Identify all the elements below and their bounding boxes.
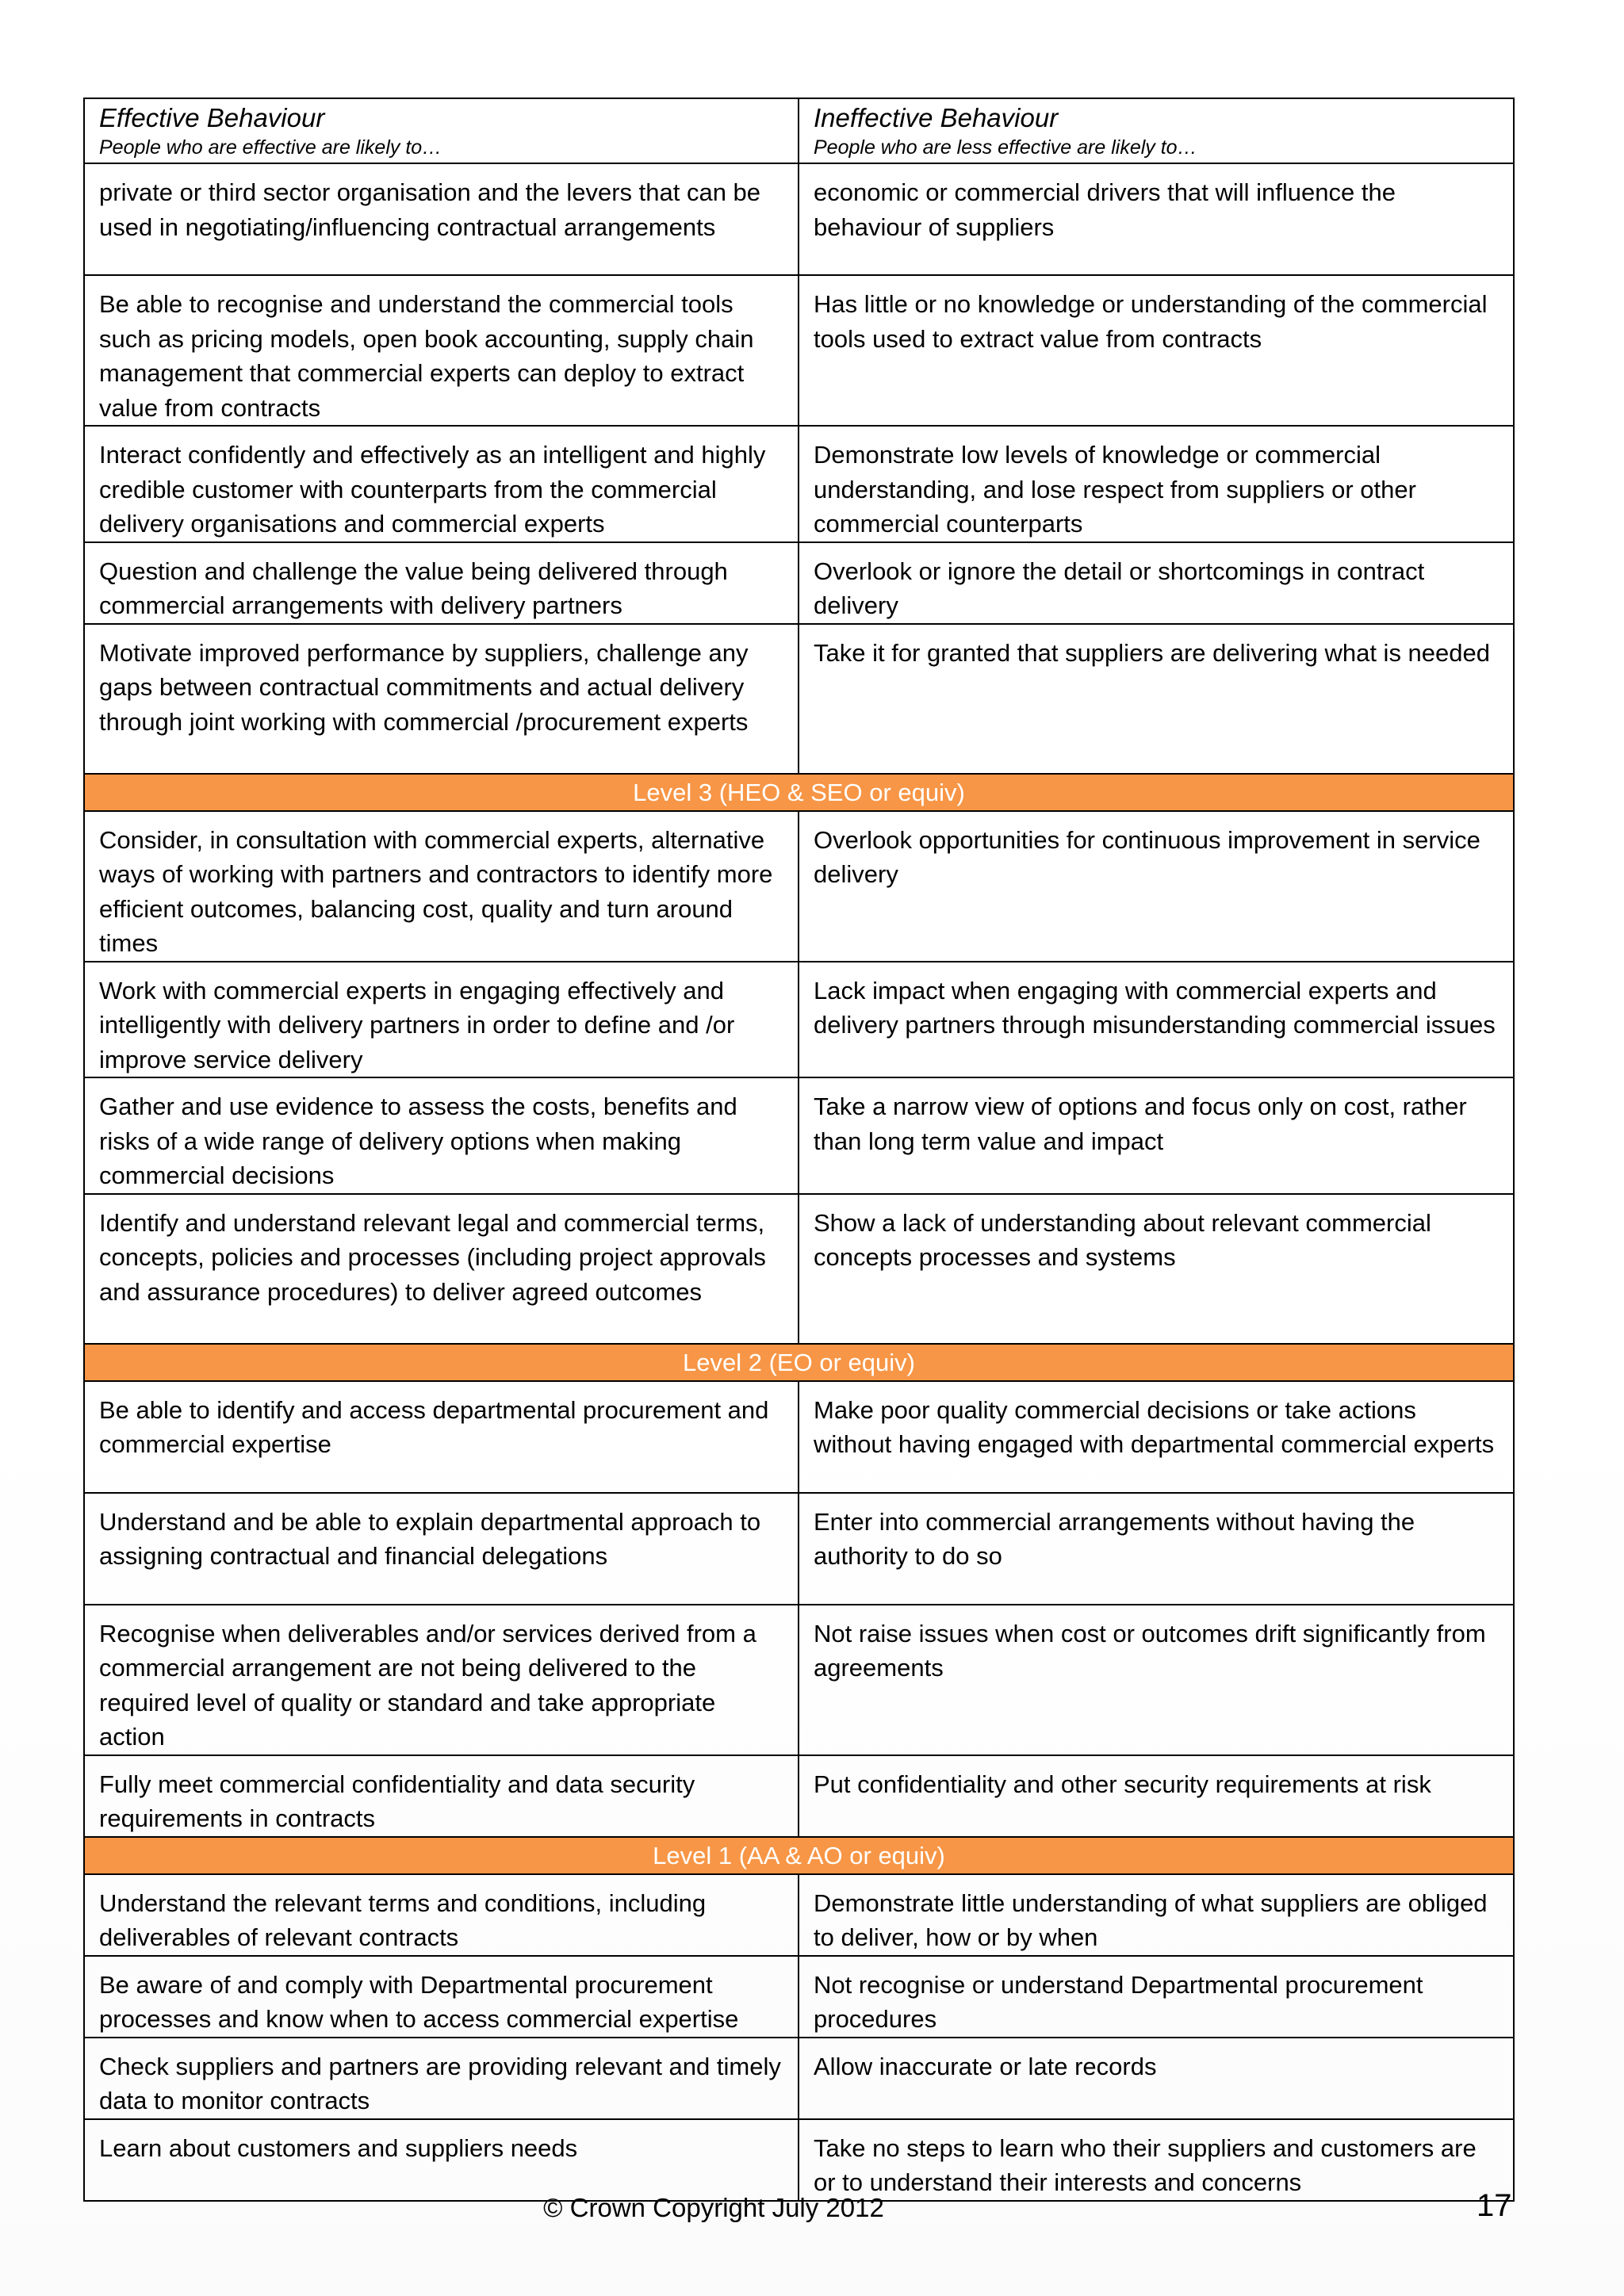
ineffective-header-subtitle: People who are less effective are likely to… [814, 136, 1197, 159]
table-row [84, 426, 1514, 542]
ineffective-behaviour-cell: Not recognise or understand Departmental procurement procedures [799, 1956, 1514, 2038]
level-band-row [84, 774, 1514, 811]
behaviour-table [83, 98, 1515, 2202]
effective-behaviour-cell: Understand the relevant terms and conditions, including deliverables of relevant contracts [84, 1874, 799, 1956]
ineffective-behaviour-cell: Put confidentiality and other security requirements at risk [799, 1755, 1514, 1837]
ineffective-behaviour-cell: Take no steps to learn who their suppliers and customers are or to understand their interests and concerns [799, 2119, 1514, 2201]
ineffective-header-title: Ineffective Behaviour [814, 103, 1059, 132]
ineffective-behaviour-cell: Make poor quality commercial decisions or take actions without having engaged with departmental commercial experts [799, 1381, 1514, 1493]
ineffective-behaviour-cell: Demonstrate low levels of knowledge or commercial understanding, and lose respect from suppliers or other commercial counterparts [799, 426, 1514, 542]
ineffective-behaviour-cell: economic or commercial drivers that will influence the behaviour of suppliers [799, 163, 1514, 275]
ineffective-behaviour-cell: Take it for granted that suppliers are delivering what is needed [799, 624, 1514, 774]
table-row [84, 1956, 1514, 2038]
ineffective-behaviour-cell: Overlook opportunities for continuous improvement in service delivery [799, 811, 1514, 962]
effective-behaviour-cell: Be able to identify and access departmental procurement and commercial expertise [84, 1381, 799, 1493]
table-row [84, 275, 1514, 426]
effective-behaviour-cell: Be aware of and comply with Departmental procurement processes and know when to access commercial expertise [84, 1956, 799, 2038]
level-band-row [84, 1344, 1514, 1381]
effective-behaviour-cell: Fully meet commercial confidentiality and data security requirements in contracts [84, 1755, 799, 1837]
level-band-label: Level 2 (EO or equiv) [84, 1344, 1514, 1381]
table-row [84, 1194, 1514, 1344]
table-row [84, 1605, 1514, 1755]
table-row [84, 1493, 1514, 1605]
effective-behaviour-cell: Identify and understand relevant legal and commercial terms, concepts, policies and processes (including project approvals and assurance procedures) to deliver agreed outcomes [84, 1194, 799, 1344]
ineffective-behaviour-cell: Has little or no knowledge or understanding of the commercial tools used to extract value from contracts [799, 275, 1514, 426]
ineffective-header-cell [799, 98, 1514, 163]
effective-behaviour-cell: Understand and be able to explain departmental approach to assigning contractual and financial delegations [84, 1493, 799, 1605]
table-row [84, 163, 1514, 275]
table-row [84, 1874, 1514, 1956]
table-row [84, 542, 1514, 624]
table-row [84, 1077, 1514, 1194]
ineffective-behaviour-cell: Take a narrow view of options and focus only on cost, rather than long term value and impact [799, 1077, 1514, 1194]
effective-behaviour-cell: private or third sector organisation and the levers that can be used in negotiating/influencing contractual arrangements [84, 163, 799, 275]
effective-behaviour-cell: Interact confidently and effectively as an intelligent and highly credible customer with counterparts from the commercial delivery organisations and commercial experts [84, 426, 799, 542]
ineffective-behaviour-cell: Not raise issues when cost or outcomes drift significantly from agreements [799, 1605, 1514, 1755]
ineffective-behaviour-cell: Lack impact when engaging with commercial experts and delivery partners through misunderstanding commercial issues [799, 962, 1514, 1078]
copyright-footer [0, 2192, 1427, 2224]
level-band-label: Level 3 (HEO & SEO or equiv) [84, 774, 1514, 811]
table-row [84, 811, 1514, 962]
table-row [84, 624, 1514, 774]
effective-behaviour-cell: Recognise when deliverables and/or services derived from a commercial arrangement are not being delivered to the required level of quality or standard and take appropriate action [84, 1605, 799, 1755]
effective-behaviour-cell: Motivate improved performance by suppliers, challenge any gaps between contractual commitments and actual delivery through joint working with commercial /procurement experts [84, 624, 799, 774]
table-row [84, 2038, 1514, 2119]
ineffective-behaviour-cell: Enter into commercial arrangements without having the authority to do so [799, 1493, 1514, 1605]
effective-behaviour-cell: Check suppliers and partners are providing relevant and timely data to monitor contracts [84, 2038, 799, 2119]
table-row [84, 2119, 1514, 2201]
table-header-row [84, 98, 1514, 163]
effective-header-title: Effective Behaviour [99, 103, 325, 132]
ineffective-behaviour-cell: Show a lack of understanding about relevant commercial concepts processes and systems [799, 1194, 1514, 1344]
level-band-row [84, 1837, 1514, 1874]
effective-behaviour-cell: Question and challenge the value being delivered through commercial arrangements with delivery partners [84, 542, 799, 624]
level-band-label: Level 1 (AA & AO or equiv) [84, 1837, 1514, 1874]
effective-header-subtitle: People who are effective are likely to… [99, 136, 442, 159]
copyright-text: © Crown Copyright July 2012 [543, 2193, 884, 2222]
effective-behaviour-cell: Be able to recognise and understand the commercial tools such as pricing models, open book accounting, supply chain management that commercial experts can deploy to extract value from contracts [84, 275, 799, 426]
effective-behaviour-cell: Gather and use evidence to assess the costs, benefits and risks of a wide range of delivery options when making commercial decisions [84, 1077, 799, 1194]
table-row [84, 962, 1514, 1078]
ineffective-behaviour-cell: Allow inaccurate or late records [799, 2038, 1514, 2119]
table-row [84, 1755, 1514, 1837]
effective-behaviour-cell: Work with commercial experts in engaging effectively and intelligently with delivery partners in order to define and /or improve service delivery [84, 962, 799, 1078]
ineffective-behaviour-cell: Overlook or ignore the detail or shortcomings in contract delivery [799, 542, 1514, 624]
effective-behaviour-cell: Consider, in consultation with commercial experts, alternative ways of working with partners and contractors to identify more efficient outcomes, balancing cost, quality and turn around times [84, 811, 799, 962]
table-row [84, 1381, 1514, 1493]
effective-behaviour-cell: Learn about customers and suppliers needs [84, 2119, 799, 2201]
table-body [84, 163, 1514, 2201]
ineffective-behaviour-cell: Demonstrate little understanding of what suppliers are obliged to deliver, how or by when [799, 1874, 1514, 1956]
page-number: 17 [1477, 2188, 1512, 2223]
effective-header-cell [84, 98, 799, 163]
